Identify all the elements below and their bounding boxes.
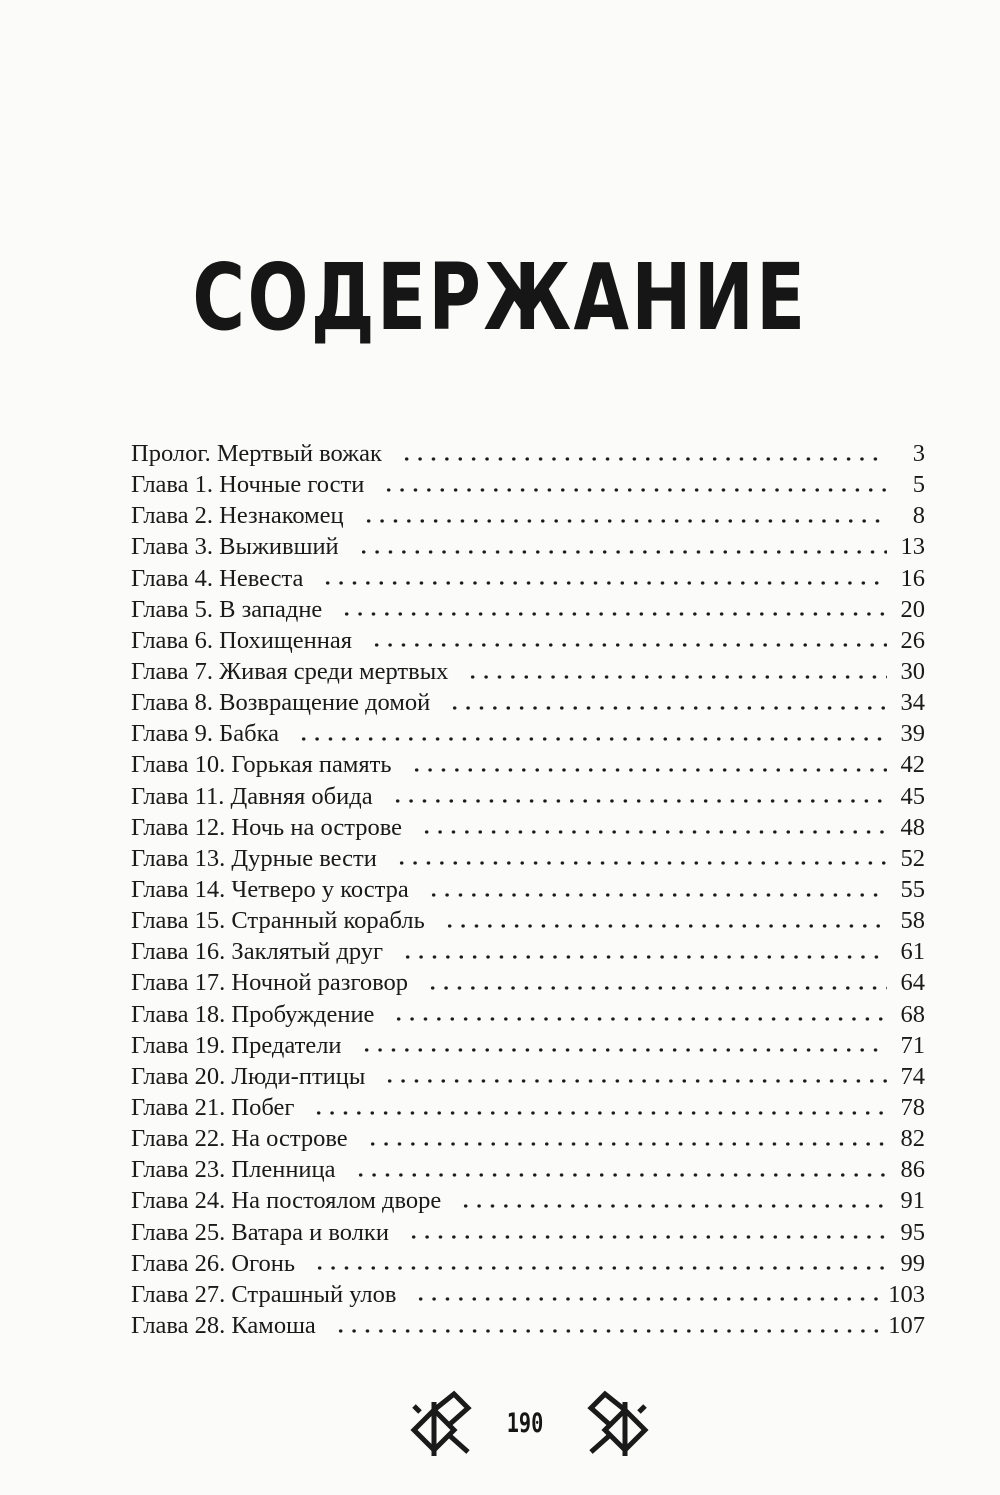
toc-entry-page: 58 (900, 907, 925, 935)
toc-entry (131, 999, 925, 1030)
toc-entry (131, 687, 925, 718)
toc-entry-title: Глава 28. Камоша (131, 1311, 316, 1339)
toc-dot-leader (340, 612, 887, 616)
toc-entry-page: 86 (900, 1156, 925, 1184)
toc-entry-title: Глава 27. Страшный улов (131, 1280, 397, 1308)
toc-dot-leader (466, 675, 887, 679)
toc-entry (131, 1123, 925, 1154)
toc-entry-page: 13 (900, 533, 925, 561)
toc-entry (131, 1185, 925, 1216)
page-title: СОДЕРЖАНИЕ (192, 244, 808, 351)
toc-entry (131, 1061, 925, 1092)
toc-entry (131, 469, 925, 500)
toc-entry-page: 3 (912, 440, 925, 467)
toc-dot-leader (391, 799, 887, 803)
toc-entry-page: 91 (900, 1187, 925, 1215)
toc-dot-leader (459, 1204, 887, 1208)
toc-entry-page: 16 (900, 564, 925, 592)
toc-entry-page: 20 (900, 595, 925, 623)
toc-entry-page: 52 (900, 844, 925, 872)
toc-entry (131, 1030, 925, 1061)
toc-entry (131, 531, 925, 562)
toc-entry (131, 625, 925, 656)
toc-dot-leader (427, 893, 887, 897)
toc-entry-title: Глава 8. Возвращение домой (131, 689, 431, 717)
toc-entry (131, 718, 925, 749)
table-of-contents (131, 438, 925, 1341)
toc-entry-page: 82 (900, 1125, 925, 1153)
toc-entry-title: Глава 4. Невеста (131, 564, 304, 592)
toc-entry-page: 48 (900, 813, 925, 841)
toc-entry-page: 74 (900, 1062, 925, 1090)
toc-entry-title: Глава 24. На постоялом дворе (131, 1187, 442, 1215)
toc-dot-leader (313, 1266, 887, 1270)
toc-entry (131, 874, 925, 905)
toc-entry-title: Глава 11. Давняя обида (131, 782, 373, 810)
toc-entry-page: 45 (900, 782, 925, 810)
toc-entry-title: Глава 17. Ночной разговор (131, 969, 409, 997)
toc-entry-title: Глава 15. Странный корабль (131, 907, 425, 935)
toc-entry-title: Глава 3. Выживший (131, 533, 339, 561)
toc-entry-page: 95 (900, 1218, 925, 1246)
knot-ornament-icon (410, 1390, 472, 1462)
toc-entry (131, 749, 925, 780)
toc-dot-leader (297, 737, 887, 741)
toc-entry (131, 1217, 925, 1248)
toc-dot-leader (414, 1297, 880, 1301)
toc-dot-leader (357, 550, 887, 554)
toc-entry-page: 68 (900, 1000, 925, 1028)
toc-dot-leader (354, 1173, 887, 1177)
toc-dot-leader (392, 1017, 887, 1021)
toc-dot-leader (362, 519, 887, 523)
knot-ornament-icon (587, 1390, 649, 1462)
toc-dot-leader (312, 1111, 887, 1115)
toc-dot-leader (383, 1079, 887, 1083)
toc-entry (131, 781, 925, 812)
toc-entry-title: Глава 7. Живая среди мертвых (131, 657, 449, 685)
toc-dot-leader (321, 581, 887, 585)
toc-dot-leader (366, 1142, 887, 1146)
toc-dot-leader (401, 955, 887, 959)
toc-entry-page: 55 (900, 875, 925, 903)
toc-entry-title: Глава 19. Предатели (131, 1031, 342, 1059)
toc-entry (131, 843, 925, 874)
toc-entry (131, 500, 925, 531)
toc-entry-title: Глава 5. В западне (131, 595, 323, 623)
toc-entry (131, 905, 925, 936)
toc-entry (131, 1248, 925, 1279)
toc-entry-title: Глава 20. Люди-птицы (131, 1062, 366, 1090)
toc-entry (131, 563, 925, 594)
toc-entry-title: Глава 9. Бабка (131, 720, 279, 748)
toc-entry-page: 26 (900, 626, 925, 654)
toc-entry-title: Глава 21. Побег (131, 1093, 295, 1121)
toc-entry-page: 39 (900, 720, 925, 748)
toc-entry-title: Пролог. Мертвый вожак (131, 440, 382, 467)
toc-entry (131, 656, 925, 687)
toc-entry (131, 438, 925, 469)
page-footer (0, 1390, 1000, 1470)
toc-entry-page: 107 (888, 1311, 925, 1339)
toc-entry-page: 78 (900, 1093, 925, 1121)
toc-dot-leader (448, 706, 887, 710)
toc-dot-leader (382, 488, 887, 492)
toc-entry-title: Глава 14. Четверо у костра (131, 875, 409, 903)
toc-entry-page: 103 (888, 1280, 925, 1308)
toc-entry-page: 30 (900, 657, 925, 685)
toc-dot-leader (443, 924, 887, 928)
toc-dot-leader (420, 830, 887, 834)
toc-entry-page: 5 (912, 471, 925, 499)
toc-entry (131, 1279, 925, 1310)
toc-dot-leader (410, 768, 887, 772)
toc-entry-page: 64 (900, 969, 925, 997)
toc-entry-page: 8 (912, 502, 925, 530)
toc-entry-title: Глава 1. Ночные гости (131, 471, 365, 499)
toc-entry-title: Глава 25. Ватара и волки (131, 1218, 389, 1246)
toc-dot-leader (334, 1329, 880, 1333)
toc-dot-leader (360, 1048, 887, 1052)
toc-entry-title: Глава 6. Похищенная (131, 626, 352, 654)
toc-entry-page: 61 (900, 938, 925, 966)
toc-dot-leader (426, 986, 887, 990)
toc-entry-title: Глава 2. Незнакомец (131, 502, 344, 530)
toc-entry-title: Глава 22. На острове (131, 1125, 348, 1153)
toc-dot-leader (370, 643, 887, 647)
toc-dot-leader (395, 861, 887, 865)
toc-entry (131, 1154, 925, 1185)
toc-entry-page: 71 (900, 1031, 925, 1059)
toc-entry-title: Глава 10. Горькая память (131, 751, 392, 779)
toc-entry-title: Глава 18. Пробуждение (131, 1000, 375, 1028)
toc-entry (131, 1310, 925, 1341)
toc-entry-page: 99 (900, 1249, 925, 1277)
toc-entry-page: 34 (900, 689, 925, 717)
toc-entry-title: Глава 23. Пленница (131, 1156, 336, 1184)
toc-entry (131, 967, 925, 998)
toc-dot-leader (407, 1235, 887, 1239)
toc-entry-title: Глава 13. Дурные вести (131, 844, 377, 872)
page-number: 190 (506, 1408, 544, 1439)
toc-entry (131, 936, 925, 967)
toc-entry-title: Глава 12. Ночь на острове (131, 813, 402, 841)
toc-dot-leader (400, 457, 887, 461)
toc-entry (131, 594, 925, 625)
toc-entry-title: Глава 26. Огонь (131, 1249, 296, 1277)
toc-entry (131, 812, 925, 843)
toc-entry-page: 42 (900, 751, 925, 779)
toc-entry-title: Глава 16. Заклятый друг (131, 938, 384, 966)
toc-entry (131, 1092, 925, 1123)
